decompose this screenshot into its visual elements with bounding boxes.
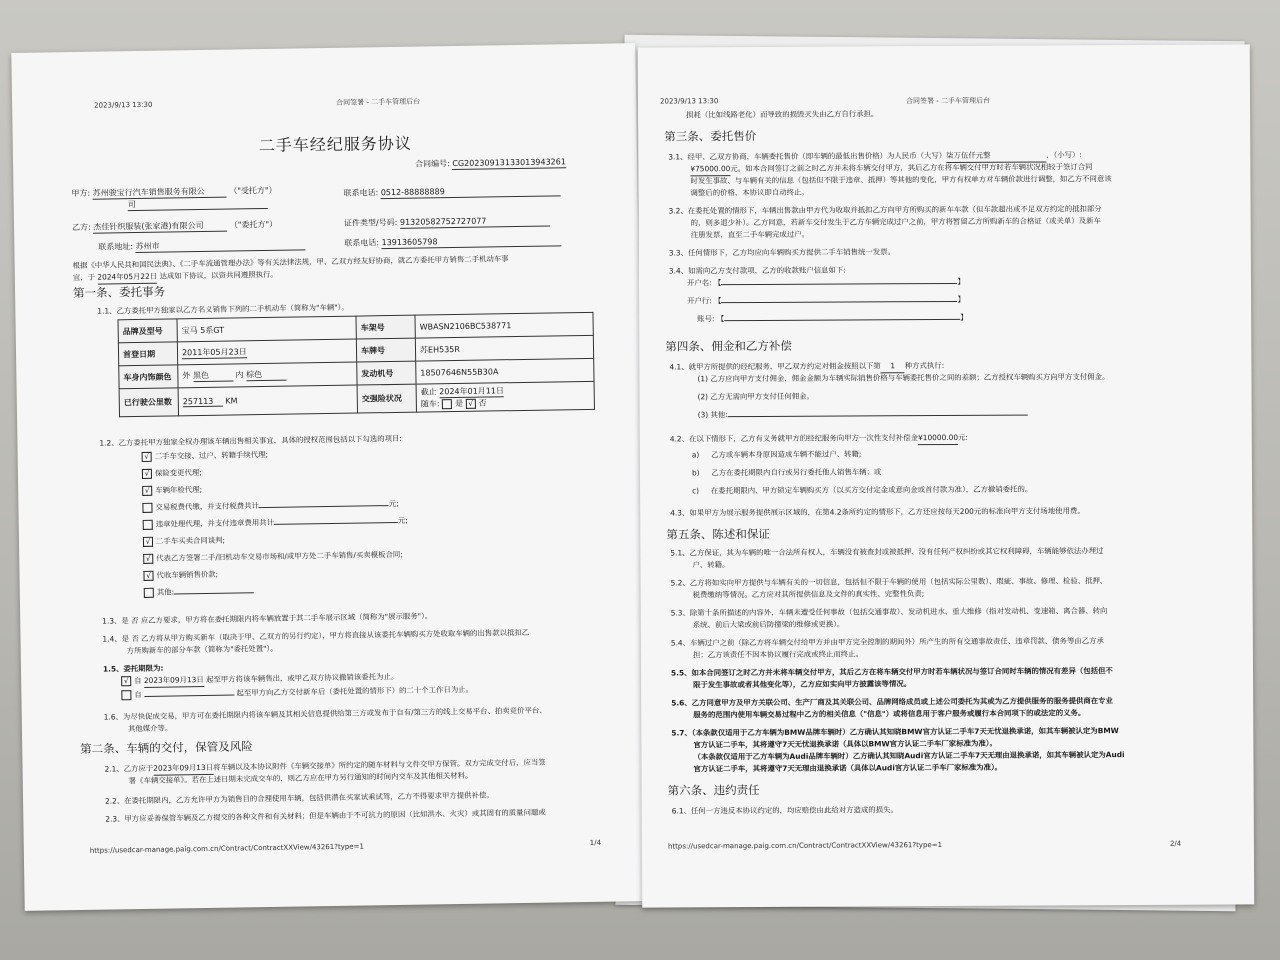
- auth-checkbox[interactable]: [144, 588, 154, 598]
- page-header-date: 2023/9/13 13:30: [660, 97, 719, 106]
- engine-value: 18507646N55B30A: [416, 358, 594, 384]
- clause-1-2: 1.2、乙方委托甲方独家全权办理该车辆出售相关事宜，具体的授权范围包括以下勾选的项目:: [99, 433, 402, 448]
- commission-option-2: (2) 乙方无需向甲方支付任何佣金。: [697, 391, 814, 402]
- clause-4-1: 4.1、就甲方所提供的经纪服务，甲乙双方约定对佣金按照以下第 1 种方式执行:: [669, 361, 945, 372]
- clause-1-4-cont: 方所购新车的部分车款（简称为"委托处置"）。: [126, 643, 278, 656]
- color-label: 车身内饰颜色: [119, 365, 178, 389]
- insurance-yes-checkbox[interactable]: [442, 399, 452, 409]
- clause-3-1-cont2: 调整后的价格，本协议即自动终止。: [690, 187, 809, 198]
- clause-5-7-audi-cont: 官方认证二手车，其将遵守7天无理由退换承诺（具体以Audi官方认证二手车厂家标准为准）。: [693, 762, 1003, 774]
- clause-3-4: 3.4、如需向乙方支付款项，乙方的收款账户信息如下:: [668, 265, 846, 276]
- account-number-row: 账号: 【 】: [697, 312, 968, 324]
- party-a-name-cont: 司: [128, 197, 268, 211]
- party-a: 甲方: 苏州骏宝行汽车销售服务有限公 （"受托方"）: [71, 185, 277, 199]
- auth-item[interactable]: 其他:: [144, 585, 254, 599]
- clause-3-1: 3.1、经甲、乙双方协商，车辆委托售价（即车辆的最低出售价格）为人民币（大写）柒万伍仟元整 ，（小写）:: [668, 150, 1082, 162]
- auth-checkbox[interactable]: √: [142, 469, 152, 479]
- party-a-phone: 联系电话: 0512-88888889: [343, 184, 560, 199]
- clause-3-2-cont1: 的，则多退少补）。乙方同意，若新车交付发生于乙方车辆完成过户之前，甲方将暂留乙方所购新车的合格证（或关单）及新车: [690, 216, 1101, 228]
- reg-date-label: 首登日期: [118, 342, 177, 366]
- section-4-title: 第四条、佣金和乙方补偿: [665, 338, 792, 354]
- clause-3-1-cont1: 时发生事故、与车辆有关的信息（包括但不限于违章、抵押）等其他的变化，甲方有权单方对车辆价款进行调整，如乙方不同意该: [690, 174, 1112, 186]
- clause-3-1-amount: ¥75000.00元。如本合同签订之前之时乙方并未将车辆交付甲方，其后乙方在将车辆交付甲方时若车辆状况相较于签订合同: [690, 161, 1092, 176]
- clause-5-7: 5.7、（本条款仅适用于乙方车辆为BMW品牌车辆时）乙方确认其知晓BMW官方认证二手车7天无忧退换承诺，如其车辆被认定为BMW: [671, 726, 1119, 738]
- term-option-1[interactable]: √ 自 2023年09月13日 起至甲方将该车辆售出，或甲乙双方协议撤销该委托为止。: [121, 671, 398, 688]
- auth-item[interactable]: √ 二手车买卖合同谈判;: [143, 535, 225, 548]
- vin-label: 车架号: [356, 315, 415, 339]
- clause-5-2-cont: 税费缴纳等情况。乙方应对其所提供信息及文件的真实性、完整性负责;: [692, 589, 925, 600]
- auth-checkbox[interactable]: [142, 503, 152, 513]
- clause-5-2: 5.2、乙方将如实向甲方提供与车辆有关的一切信息，包括但不限于车辆的使用（包括实际公里数）、瑕疵、事故、修理、检验、抵押、: [670, 576, 1108, 588]
- clause-5-4-cont: 担；乙方该责任不因本协议履行完成或终止而终止。: [692, 649, 863, 660]
- color-value: 外 黑色 内 棕色: [178, 362, 357, 388]
- clause-1-6-cont: 其他媒介等。: [127, 723, 173, 734]
- clause-1-4: 1.4、是 否 乙方将从甲方购买新车（取决于甲、乙双方的另行约定），甲方将直接从该委托车辆购买方处收取车辆的出售款以抵扣乙: [102, 627, 530, 644]
- clause-5-3-cont: 系统、前后大梁或前后防撞梁的维修或更换）。: [692, 619, 845, 630]
- clause-1-3: 1.3、是 否 应乙方要求，甲方将在委托期限内将车辆放置于其二手车展示区域（简称为"展示服务"）。: [102, 611, 433, 626]
- clause-5-6: 5.6、乙方同意甲方及甲方关联公司、生产厂商及其关联公司、品牌网络成员或上述公司委托为其或为乙方提供服务的服务提供商在专业: [671, 696, 1113, 708]
- brand-value: 宝马 5系GT: [177, 316, 356, 342]
- term-option-2-checkbox[interactable]: [121, 690, 131, 700]
- insurance-label: 交强险状况: [357, 384, 416, 413]
- auth-checkbox[interactable]: √: [143, 571, 153, 581]
- insurance-no-checkbox[interactable]: √: [466, 398, 476, 408]
- clause-5-3: 5.3、除第十条所描述的内容外，车辆未遭受任何事故（包括交通事故）、发动机进水、重大维修（指对发动机、变速箱、离合器、转向: [670, 606, 1108, 618]
- section-1-title: 第一条、委托事务: [72, 284, 166, 301]
- auth-item[interactable]: √ 保险变更代理;: [142, 467, 202, 480]
- clause-4-2: 4.2、在以下情形下，乙方有义务就甲方的经纪服务向甲方一次性支付补偿金¥10000.00元:: [669, 432, 968, 444]
- auth-checkbox[interactable]: √: [143, 537, 153, 547]
- page-header-title: 合同签署 - 二手车管理后台: [336, 97, 421, 107]
- auth-item[interactable]: 交易税费代缴，并支付税费共计 元;: [142, 498, 399, 514]
- clause-5-1: 5.1、乙方保证，其为车辆的唯一合法所有权人，车辆没有被查封或被抵押、没有任何产权纠纷或其它权利障碍，车辆能够依法办理过: [670, 546, 1104, 558]
- clause-1-1: 1.1、乙方委托甲方独家以乙方名义销售下列的二手机动车（简称为"车辆"）。: [97, 302, 349, 316]
- contract-number: 合同编号: CG20230913133013943261: [415, 157, 566, 169]
- clause-2-3: 2.3、甲方应妥善保管车辆及乙方提交的各种文件和有关材料；但是车辆由于不可抗力的原因（比如洪水、火灾）或其固有的质量问题或: [105, 807, 546, 824]
- term-option-1-checkbox[interactable]: √: [121, 676, 131, 686]
- contract-page-1: [11, 43, 648, 911]
- clause-3-3: 3.3、任何情形下，乙方均应向车辆购买方提供二手车销售统一发票。: [668, 247, 895, 258]
- auth-checkbox[interactable]: √: [142, 486, 152, 496]
- page-footer-number: 2/4: [1169, 839, 1182, 848]
- engine-label: 发动机号: [357, 361, 416, 385]
- clause-2-1: 2.1、乙方应于2023年09月13日将车辆以及本协议附件《车辆交接单》所约定的随车材料与文件交甲方保管。双方完成交付后，应当签: [104, 757, 545, 777]
- page-footer-url: https://usedcar-manage.paig.com.cn/Contract/ContractXXView/43261?type=1: [667, 841, 943, 851]
- page-footer-url: https://usedcar-manage.paig.com.cn/Contract/ContractXXView/43261?type=1: [89, 842, 364, 855]
- clause-4-3: 4.3、如果甲方为展示服务提供展示区域的，在第4.2条所约定的情形下，乙方还应按每天200元的标准向甲方支付场地使用费。: [670, 506, 1085, 518]
- term-option-2[interactable]: 自 起至甲方向乙方交付新车后（委托处置的情形下）的二十个工作日为止。: [121, 684, 473, 702]
- vin-value: WBASN2106BC538771: [415, 312, 593, 338]
- reg-date-value: 2011年05月23日: [177, 339, 356, 365]
- page-header-date: 2023/9/13 13:30: [94, 100, 153, 110]
- document-title: 二手车经纪服务协议: [258, 133, 412, 156]
- clause-5-5-cont: 限于发生事故或者其他变化等），乙方应如实向甲方披露该等情况。: [693, 679, 912, 690]
- plate-label: 车牌号: [356, 338, 415, 362]
- section-2-title: 第二条、车辆的交付，保管及风险: [80, 739, 253, 756]
- clause-1-5: 1.5、委托期限为:: [102, 663, 164, 674]
- contact-address: 联系地址: 苏州市: [98, 238, 305, 253]
- section-3-title: 第三条、委托售价: [664, 128, 757, 144]
- contract-page-2: [638, 44, 1254, 907]
- intro-line-1: 根据《中华人民共和国民法典》、《二手车流通管理办法》等有关法律法规，甲、乙双方经友好协商，就乙方委托甲方销售二手机动车事: [72, 254, 509, 271]
- clause-4-2-c: c) 在委托期限内、甲方锁定车辆购买方（以买方交付定金或意向金或首付款为准），乙方撤销委托的。: [692, 484, 1033, 496]
- commission-option-3: (3) 其他:: [698, 408, 1028, 422]
- vehicle-info-table: [117, 312, 594, 417]
- clause-5-7-bmw: 官方认证二手车，其将遵守7天无忧退换承诺（具体以BMW官方认证二手车厂家标准为准）。: [693, 738, 997, 750]
- account-name-row: 开户名: 【 】: [686, 276, 965, 288]
- clause-6-1: 6.1、任何一方违反本协议约定的，均应赔偿由此给对方造成的损失。: [671, 805, 898, 816]
- clause-2-1-cont: 署《车辆交接单》。若在上述日期未完成交车的，则乙方应在甲方另行通知的时间内交车及其他相关材料。: [128, 770, 473, 786]
- party-b-id: 证件类型/号码: 91320582752727077: [344, 215, 550, 230]
- clause-2-2: 2.2、在委托期限内，乙方允许甲方为销售目的合理使用车辆，包括供潜在买家试乘试驾，乙方不得要求甲方提供补偿。: [104, 790, 494, 806]
- clause-5-7-audi: （本条款仅适用于乙方车辆为Audi品牌车辆时）乙方确认其知晓Audi官方认证二手车7天无理由退换承诺，如其车辆被认定为Audi: [693, 750, 1125, 762]
- auth-item[interactable]: 违章处理代理，并支付违章费用共计 元;: [143, 515, 408, 531]
- commission-option-1: (1) 乙方应向甲方支付佣金，佣金金额为车辆实际销售价格与车辆委托售价之间的差额；乙方授权车辆购买方向甲方支付佣金。: [697, 372, 1110, 384]
- auth-item[interactable]: √ 车辆年检代理;: [142, 484, 202, 497]
- intro-line-2: 宜，于 2024年05月22日 达成如下协议，以资共同遵照执行。: [73, 269, 278, 285]
- insurance-value: 截止 2024年01月11日 随车: 是 √ 否: [416, 381, 594, 412]
- section-6-title: 第六条、违约责任: [667, 782, 760, 798]
- clause-3-2: 3.2、在委托处置的情形下，车辆出售款由甲方代为收取并抵扣乙方向甲方所购买的新车车款（但车款超出或不足双方约定的抵扣部分: [668, 204, 1102, 216]
- clause-3-2-cont2: 注册发票，直至二手车辆完成过户。: [690, 229, 810, 240]
- page-footer-number: 1/4: [589, 838, 602, 847]
- clause-5-1-cont: 户、转籍。: [692, 560, 730, 570]
- plate-value: 苏EH535R: [415, 335, 593, 361]
- clause-4-2-b: b) 乙方在委托期限内自行或另行委托他人销售车辆；或: [691, 467, 882, 478]
- auth-item[interactable]: √ 二手车交接、过户、转籍手续代理;: [142, 449, 269, 463]
- clause-5-4: 5.4、车辆过户之前（除乙方将车辆交付给甲方并由甲方完全控制的期间外）所产生的所有交通事故责任、违章罚款、债务等由乙方承: [670, 636, 1104, 648]
- clause-5-6-cont: 服务的范围内使用车辆交易过程中乙方的相关信息（"信息"）或将信息用于客户服务或履行本合同项下的或法定的义务。: [693, 708, 1086, 720]
- clause-5-5: 5.5、如本合同签订之时乙方并未将车辆交付甲方，其后乙方在将车辆交付甲方时若车辆状况与签订合同时车辆的情况有差异（包括但不: [671, 666, 1113, 678]
- account-bank-row: 开户行: 【 】: [687, 294, 965, 306]
- auth-checkbox[interactable]: √: [143, 554, 153, 564]
- clause-1-6: 1.6、为尽快促成交易，甲方可在委托期限内将该车辆及其相关信息提供给第三方或发布于自有/第三方的线上交易平台、拍卖竞价平台、: [103, 705, 547, 722]
- brand-label: 品牌及型号: [118, 319, 177, 343]
- page-header-title: 合同签署 - 二手车管理后台: [906, 96, 991, 106]
- auth-checkbox[interactable]: [143, 520, 153, 530]
- mileage-label: 已行驶公里数: [119, 388, 178, 417]
- section-5-title: 第五条、陈述和保证: [666, 526, 770, 542]
- mileage-value: 257113 KM: [178, 385, 357, 416]
- party-b-phone: 联系电话: 13913605798: [344, 234, 561, 249]
- auth-item[interactable]: √ 代表乙方签署二手/旧机动车交易市场和/或甲方处二手车销售/买卖模板合同;: [143, 549, 403, 565]
- carryover-line: 损耗（比如线路老化）而导致的损毁灭失由乙方自行承担。: [686, 109, 879, 120]
- auth-checkbox[interactable]: √: [142, 452, 152, 462]
- auth-item[interactable]: √ 代收车辆销售价款;: [143, 569, 218, 582]
- clause-4-2-a: a) 乙方或车辆本身原因造成车辆不能过户、转籍;: [691, 449, 862, 460]
- party-b: 乙方: 杰佳针织服装(张家港)有限公司 （"委托方"）: [71, 219, 278, 233]
